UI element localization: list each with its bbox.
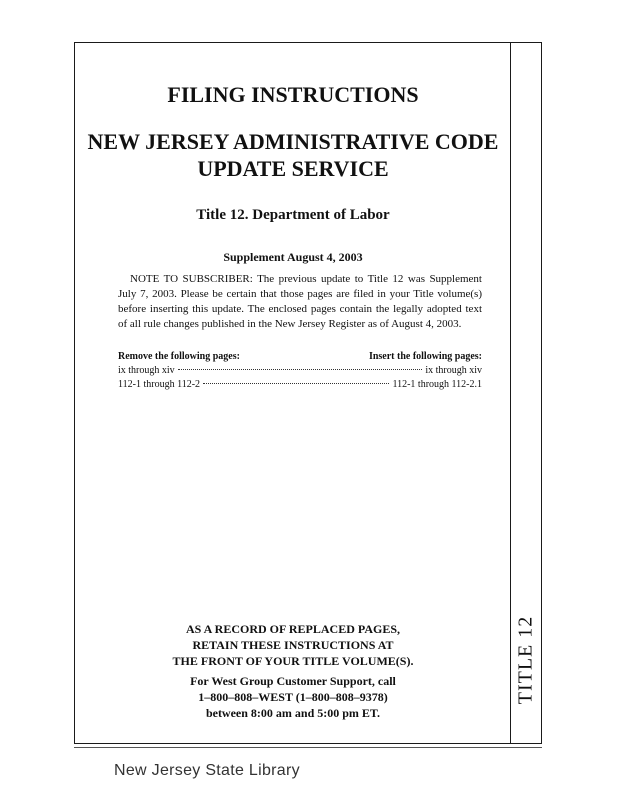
support-line1: For West Group Customer Support, call — [190, 674, 396, 688]
record-notice-line2: RETAIN THESE INSTRUCTIONS AT — [192, 638, 394, 652]
side-tab-divider — [510, 42, 511, 744]
support-phone: 1–800–808–WEST (1–800–808–9378) — [198, 690, 388, 704]
insert-pages: ix through xiv — [425, 365, 482, 376]
page-row — [118, 364, 482, 377]
support-hours: between 8:00 am and 5:00 pm ET. — [205, 706, 381, 720]
remove-pages: ix through xiv — [118, 365, 175, 376]
supplement-date: Supplement August 4, 2003 — [223, 250, 363, 264]
subscriber-note: NOTE TO SUBSCRIBER: The previous update to Title 12 was Supplement July 7, 2003. Please be certain that those pages are filed in your Title volume(s) before inserting this update. The enclosed pages contain the legally adopted text of all rule changes published in the New Jersey Register as of August 4, 2003. — [118, 273, 482, 330]
customer-support — [76, 673, 510, 721]
page-instructions — [118, 350, 482, 391]
side-tab-title: TITLE 12 — [514, 615, 537, 705]
insert-pages: 112-1 through 112-2.1 — [392, 379, 482, 390]
code-heading-line2: UPDATE SERVICE — [197, 156, 389, 181]
document-title: FILING INSTRUCTIONS — [167, 82, 419, 107]
frame-bottom-rule — [74, 747, 542, 748]
title-department: Title 12. Department of Labor — [196, 207, 390, 223]
library-stamp: New Jersey State Library — [114, 762, 300, 779]
dot-leader — [203, 383, 389, 384]
page-instructions-header — [118, 350, 482, 363]
remove-pages: 112-1 through 112-2 — [118, 379, 201, 390]
insert-pages-header: Insert the following pages: — [368, 351, 482, 362]
page-row — [118, 378, 482, 391]
record-notice-line3: THE FRONT OF YOUR TITLE VOLUME(S). — [172, 654, 414, 668]
record-notice-line1: AS A RECORD OF REPLACED PAGES, — [185, 622, 401, 636]
remove-pages-header: Remove the following pages: — [118, 351, 240, 362]
record-notice — [76, 621, 510, 669]
dot-leader — [178, 369, 423, 370]
code-heading-line1: NEW JERSEY ADMINISTRATIVE CODE — [87, 129, 499, 154]
code-heading — [76, 128, 510, 182]
